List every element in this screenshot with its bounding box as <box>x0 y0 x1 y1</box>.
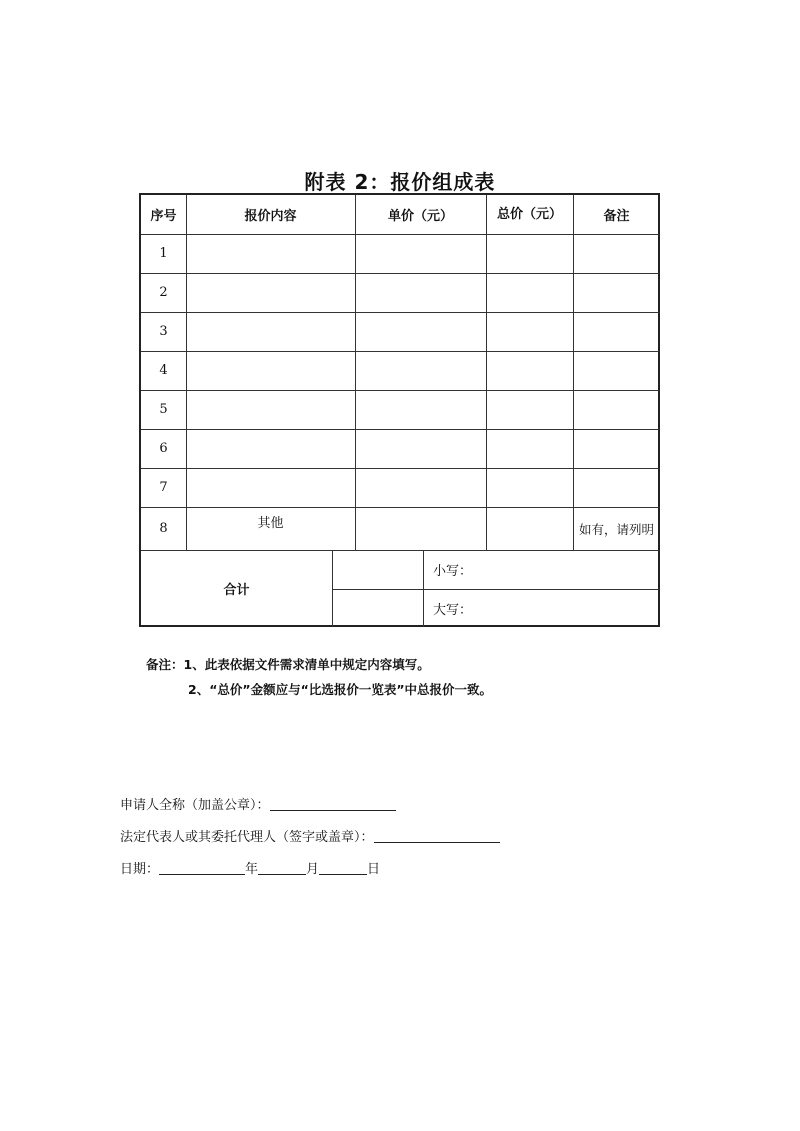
grid-hline <box>141 468 660 469</box>
month-blank[interactable] <box>258 860 306 875</box>
grid-vline <box>186 195 187 550</box>
year-blank[interactable] <box>159 860 245 875</box>
representative-line <box>120 822 500 854</box>
row-content <box>186 429 355 454</box>
total-label: 合计 <box>223 583 250 598</box>
row-remark <box>573 351 660 390</box>
grid-hline <box>141 273 660 274</box>
row-seq: 6 <box>159 441 168 456</box>
applicant-label: 申请人全称（加盖公章）： <box>120 798 270 813</box>
header-total-price: 总价（元） <box>496 206 562 222</box>
row-content <box>186 351 355 376</box>
grid-vline <box>573 195 574 550</box>
page-title: 附表 2：报价组成表 <box>304 170 496 194</box>
grid-hline <box>332 589 660 590</box>
row-seq: 3 <box>159 324 168 339</box>
date-line <box>120 854 500 886</box>
notes <box>146 652 492 702</box>
row-remark: 如有，请列明 <box>578 521 654 537</box>
grid-hline <box>141 507 660 508</box>
row-remark <box>573 312 660 351</box>
grid-hline <box>141 550 660 551</box>
month-label: 月 <box>306 862 320 877</box>
row-content <box>186 468 355 493</box>
signature-block <box>120 790 500 886</box>
note-line-1: 备注：1、此表依据文件需求清单中规定内容填写。 <box>146 657 430 672</box>
row-content <box>186 273 355 298</box>
applicant-line <box>120 790 500 822</box>
header-content: 报价内容 <box>244 209 297 224</box>
row-remark <box>573 390 660 429</box>
note-line-2: 2、“总价”金额应与“比选报价一览表”中总报价一致。 <box>188 682 493 697</box>
header-seq: 序号 <box>150 209 177 224</box>
grid-vline <box>486 195 487 550</box>
row-seq: 2 <box>159 285 168 300</box>
year-label: 年 <box>245 862 259 877</box>
header-remark: 备注 <box>603 209 630 224</box>
row-remark <box>573 429 660 468</box>
grid-hline <box>141 312 660 313</box>
grid-hline <box>141 234 660 235</box>
date-label: 日期： <box>120 862 160 877</box>
day-label: 日 <box>367 862 381 877</box>
row-seq: 4 <box>159 363 168 378</box>
grid-vline <box>332 550 333 627</box>
row-remark <box>573 234 660 273</box>
grid-vline <box>423 550 424 627</box>
total-lower-label: 小写： <box>433 564 473 579</box>
grid-hline <box>141 390 660 391</box>
row-content <box>186 390 355 415</box>
grid-vline <box>355 195 356 550</box>
representative-label: 法定代表人或其委托代理人（签字或盖章）： <box>120 830 374 845</box>
applicant-blank[interactable] <box>270 796 396 811</box>
representative-blank[interactable] <box>374 828 500 843</box>
grid-hline <box>141 429 660 430</box>
row-seq: 7 <box>159 480 168 495</box>
total-upper-label: 大写： <box>433 602 473 618</box>
row-seq: 1 <box>159 246 168 261</box>
row-remark <box>573 273 660 312</box>
row-content <box>186 312 355 337</box>
day-blank[interactable] <box>319 860 367 875</box>
row-content <box>186 234 355 259</box>
quotation-table <box>139 193 660 627</box>
grid-hline <box>141 351 660 352</box>
row-content: 其他 <box>257 516 284 531</box>
row-seq: 8 <box>159 521 168 536</box>
row-remark <box>573 468 660 507</box>
row-seq: 5 <box>159 402 168 417</box>
header-unit-price: 单价（元） <box>387 209 453 224</box>
